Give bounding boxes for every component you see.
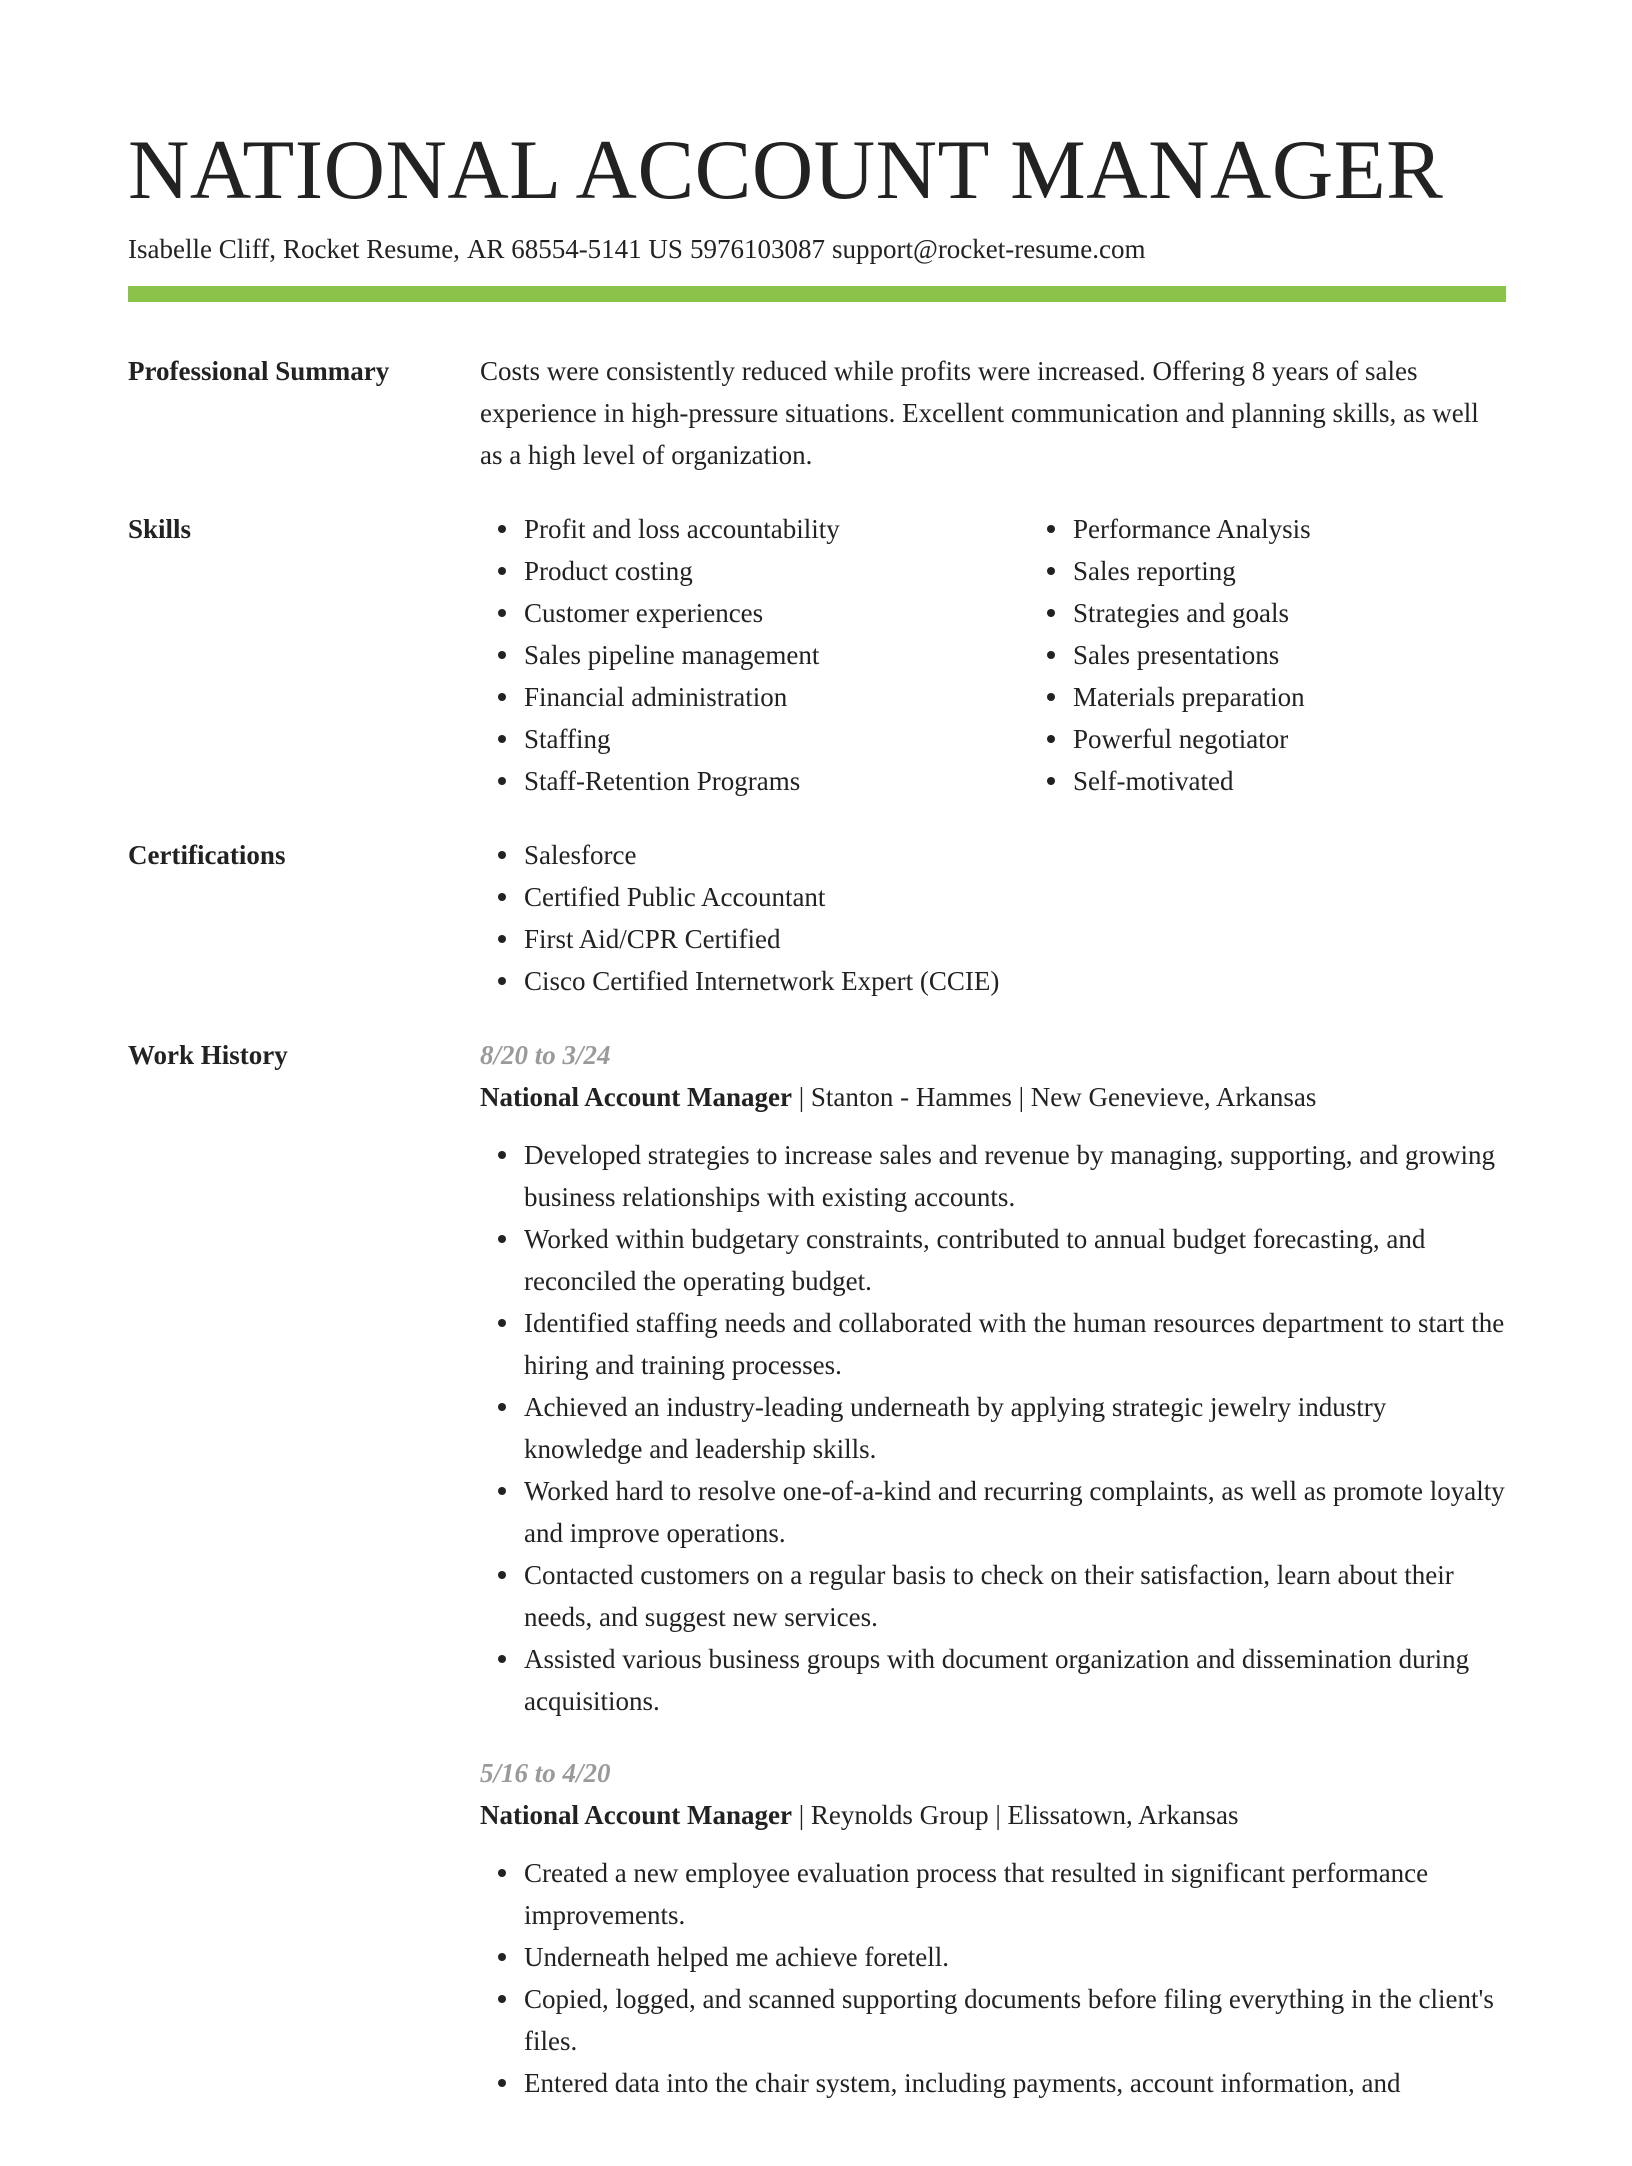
- job-bullet: Assisted various business groups with document organization and dissemination during acquisitions.: [524, 1638, 1506, 1722]
- job-bullet: Worked hard to resolve one-of-a-kind and recurring complaints, as well as promote loyalty and improve operations.: [524, 1470, 1506, 1554]
- job-bullet: Created a new employee evaluation process that resulted in significant performance improvements.: [524, 1852, 1506, 1936]
- skills-column-1: [480, 508, 1029, 802]
- skill-item: Financial administration: [524, 676, 1029, 718]
- job-header: [480, 1794, 1506, 1836]
- work-history-heading: Work History: [128, 1040, 288, 1070]
- job-bullet: Entered data into the chair system, including payments, account information, and: [524, 2062, 1506, 2104]
- summary-section: [128, 350, 1506, 476]
- certification-item: Certified Public Accountant: [524, 876, 1506, 918]
- certification-item: Salesforce: [524, 834, 1506, 876]
- skill-item: Sales pipeline management: [524, 634, 1029, 676]
- contact-phone: 5976103087: [689, 234, 825, 264]
- job-header: [480, 1076, 1506, 1118]
- job-bullet: Contacted customers on a regular basis to check on their satisfaction, learn about their needs, and suggest new services.: [524, 1554, 1506, 1638]
- skill-item: Materials preparation: [1073, 676, 1578, 718]
- certification-item: Cisco Certified Internetwork Expert (CCIE): [524, 960, 1506, 1002]
- skills-column-2: [1029, 508, 1578, 802]
- job-bullet: Achieved an industry-leading underneath by applying strategic jewelry industry knowledge and leadership skills.: [524, 1386, 1506, 1470]
- contact-name: Isabelle Cliff,: [128, 234, 276, 264]
- skill-item: Sales reporting: [1073, 550, 1578, 592]
- skills-heading: Skills: [128, 514, 192, 544]
- contact-location: AR 68554-5141 US: [466, 234, 683, 264]
- job-details: | Stanton - Hammes | New Genevieve, Arkansas: [791, 1082, 1317, 1112]
- resume-title: NATIONAL ACCOUNT MANAGER: [128, 123, 1444, 217]
- summary-heading: Professional Summary: [128, 356, 390, 386]
- job-title: National Account Manager: [480, 1800, 792, 1830]
- job-bullet: Underneath helped me achieve foretell.: [524, 1936, 1506, 1978]
- skill-item: Profit and loss accountability: [524, 508, 1029, 550]
- skill-item: Self-motivated: [1073, 760, 1578, 802]
- resume-sections: [128, 350, 1506, 2166]
- contact-company: Rocket Resume,: [282, 234, 460, 264]
- job-bullet: Worked within budgetary constraints, contributed to annual budget forecasting, and reconciled the operating budget.: [524, 1218, 1506, 1302]
- job-bullet: Developed strategies to increase sales and revenue by managing, supporting, and growing business relationships with existing accounts.: [524, 1134, 1506, 1218]
- job-entry: [480, 1752, 1506, 2104]
- job-bullet: Copied, logged, and scanned supporting documents before filing everything in the client's files.: [524, 1978, 1506, 2062]
- job-bullets: [480, 1134, 1506, 1722]
- job-bullet: Identified staffing needs and collaborated with the human resources department to start the hiring and training processes.: [524, 1302, 1506, 1386]
- contact-email[interactable]: support@rocket-resume.com: [831, 234, 1146, 264]
- work-history-section: [128, 1034, 1506, 2134]
- certifications-list: [480, 834, 1506, 1002]
- skill-item: Sales presentations: [1073, 634, 1578, 676]
- skill-item: Customer experiences: [524, 592, 1029, 634]
- job-bullets: [480, 1852, 1506, 2104]
- certifications-heading: Certifications: [128, 840, 286, 870]
- summary-text: Costs were consistently reduced while profits were increased. Offering 8 years of sales experience in high-pressure situations. Excellent communication and planning skills, as well as a high level of organization.: [480, 356, 1479, 470]
- contact-line: [128, 232, 1145, 266]
- job-title: National Account Manager: [480, 1082, 792, 1112]
- skills-section: [128, 508, 1506, 802]
- skill-item: Staffing: [524, 718, 1029, 760]
- skill-item: Strategies and goals: [1073, 592, 1578, 634]
- skill-item: Product costing: [524, 550, 1029, 592]
- job-entry: [480, 1034, 1506, 1722]
- job-dates: 8/20 to 3/24: [480, 1040, 611, 1070]
- skill-item: Performance Analysis: [1073, 508, 1578, 550]
- certification-item: First Aid/CPR Certified: [524, 918, 1506, 960]
- certifications-section: [128, 834, 1506, 1002]
- accent-divider: [128, 286, 1506, 302]
- job-dates: 5/16 to 4/20: [480, 1758, 611, 1788]
- skill-item: Staff-Retention Programs: [524, 760, 1029, 802]
- skill-item: Powerful negotiator: [1073, 718, 1578, 760]
- job-details: | Reynolds Group | Elissatown, Arkansas: [791, 1800, 1239, 1830]
